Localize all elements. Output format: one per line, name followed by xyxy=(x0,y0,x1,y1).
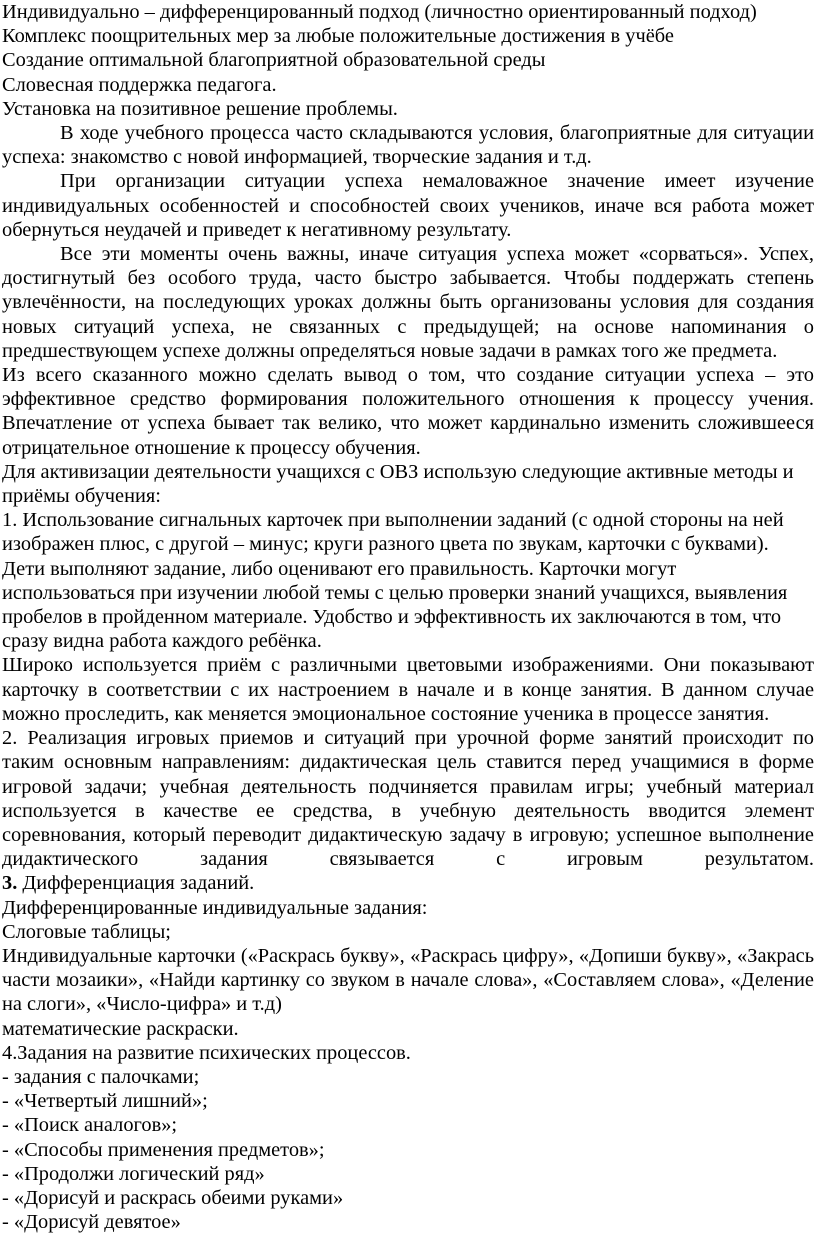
syllable-tables-line: Слоговые таблицы; xyxy=(2,920,171,943)
item-3-heading xyxy=(2,871,814,895)
dash-list-item: - задания с палочками; xyxy=(2,1065,200,1088)
paragraph-individual: При организации ситуации успеха немаловажное значение имеет изучение индивидуальных особенностей и способностей своих учеников, иначе вся работа может обернуться неудачей и приведет к негативному результату. xyxy=(2,170,814,241)
item-1-line: 1. Использование сигнальных карточек при выполнении заданий (с одной стороны на ней xyxy=(2,509,784,532)
paragraph-conditions: В ходе учебного процесса часто складываются условия, благоприятные для ситуации успеха: знакомство с новой информацией, творческие задания и т.д. xyxy=(2,122,814,169)
dash-list-item: - «Дорисуй девятое» xyxy=(2,1211,181,1234)
paragraph-cards: Индивидуальные карточки («Раскрась букву», «Раскрась цифру», «Допиши букву», «Закрась части мозаики», «Найди картинку со звуком в начале слова», «Составляем слова», «Деление на слоги», «Число-цифра» и т.д) xyxy=(2,944,814,1016)
dash-list-item: - «Поиск аналогов»; xyxy=(2,1114,178,1137)
intro-line: Создание оптимальной благоприятной образовательной среды xyxy=(2,49,546,72)
item-4-heading: 4.Задания на развитие психических процессов. xyxy=(2,1041,411,1064)
intro-line: Комплекс поощрительных мер за любые положительные достижения в учёбе xyxy=(2,25,674,48)
paragraph-moments: Все эти моменты очень важны, иначе ситуация успеха может «сорваться». Успех, достигнутый без особого труда, часто быстро забывается. Чтобы поддержать степень увлечённости, на последующих уроках должны быть организованы условия для создания новых ситуаций успеха, не связанных с предыдущей; на основе напоминания о предшествующем успехе должны определяться новые задачи в рамках того же предмета. xyxy=(2,243,814,362)
intro-line: Индивидуально – дифференцированный подход (личностно ориентированный подход) xyxy=(2,1,757,23)
dash-list-item: - «Продолжи логический ряд» xyxy=(2,1162,265,1185)
paragraph-methods: Для активизации деятельности учащихся с ОВЗ использую следующие активные методы и приёмы обучения: xyxy=(2,460,794,508)
item-1-line: изображен плюс, с другой – минус; круги разного цвета по звукам, карточки с буквами). xyxy=(2,533,769,556)
dash-list-item: - «Четвертый лишний»; xyxy=(2,1090,208,1113)
item-1-line: использоваться при изучении любой темы с целью проверки знаний учащихся, выявления xyxy=(2,581,788,604)
math-coloring-line: математические раскраски. xyxy=(2,1017,239,1040)
dash-list-item: - «Дорисуй и раскрась обеими руками» xyxy=(2,1186,344,1209)
dash-list-item: - «Способы применения предметов»; xyxy=(2,1138,325,1161)
item-3-title: Дифференциация заданий. xyxy=(17,872,255,895)
item-3-number: 3. xyxy=(2,872,18,895)
paragraph-conclusion: Из всего сказанного можно сделать вывод о том, что создание ситуации успеха – это эффективное средство формирования положительного отношения к процессу учения. Впечатление от успеха бывает так велико, что может кардинально изменить сложившееся отрицательное отношение к процессу обучения. xyxy=(2,364,814,459)
item-2-paragraph: 2. Реализация игровых приемов и ситуаций при урочной форме занятий происходит по таким основным направлениям: дидактическая цель ставится перед учащимися в форме игровой задачи; учебная деятельность подчиняется правилам игры; учебный материал используется в качестве ее средства, в учебную деятельность вводится элемент соревнования, который переводит дидактическую задачу в игровую; успешное выполнение дидактического задания связывается с игровым результатом. xyxy=(2,727,814,871)
intro-line: Установка на позитивное решение проблемы. xyxy=(2,97,398,120)
diff-tasks-line: Дифференцированные индивидуальные задания: xyxy=(2,896,428,919)
item-1-line: пробелов в пройденном материале. Удобство и эффективность их заключаются в том, что xyxy=(2,606,782,629)
document-page xyxy=(2,0,814,1234)
item-1-line: Дети выполняют задание, либо оценивают его правильность. Карточки могут xyxy=(2,557,677,580)
item-1-line: сразу видна работа каждого ребёнка. xyxy=(2,630,322,653)
intro-line: Словесная поддержка педагога. xyxy=(2,73,277,96)
paragraph-colors: Широко используется приём с различными цветовыми изображениями. Они показывают карточку в соответствии с их настроением в начале и в конце занятия. В данном случае можно проследить, как меняется эмоциональное состояние ученика в процессе занятия. xyxy=(2,654,814,725)
